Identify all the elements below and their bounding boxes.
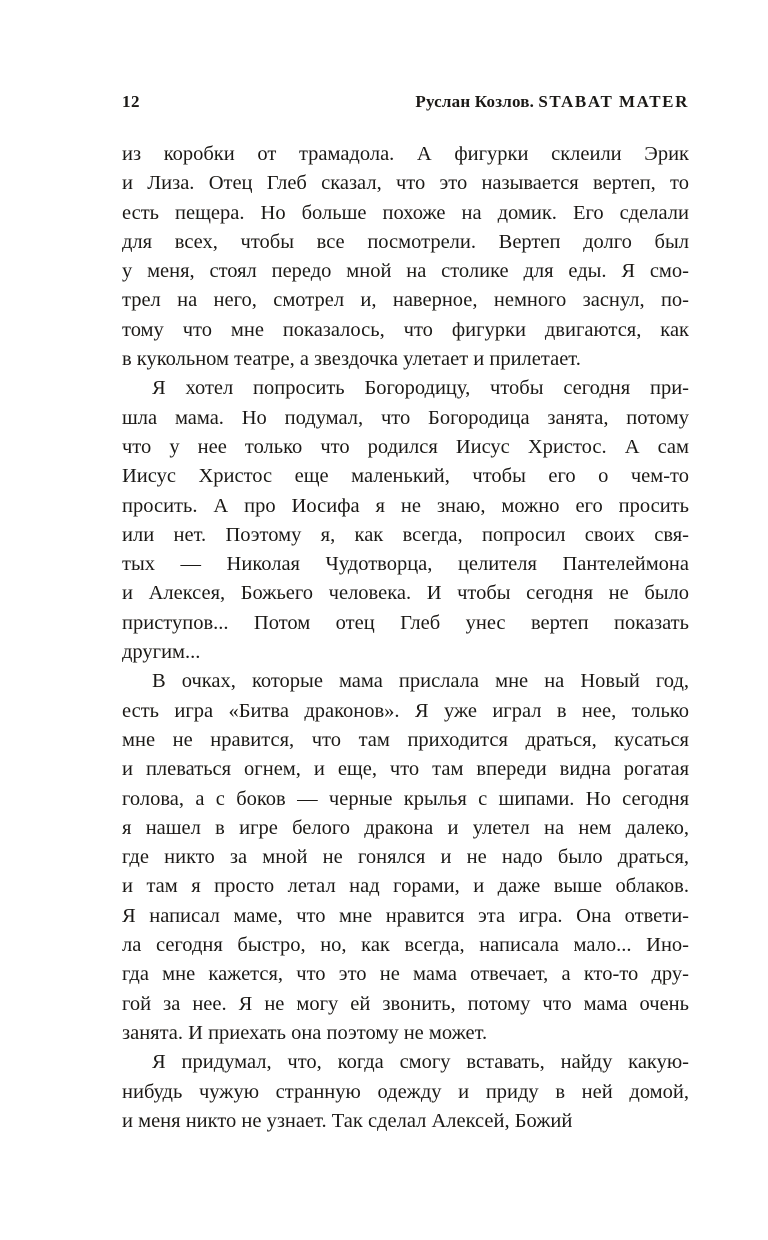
book-title: STABAT MATER bbox=[538, 92, 689, 111]
text-line: и Лиза. Отец Глеб сказал, что это называется вертеп, то bbox=[122, 172, 689, 195]
text-line: просить. А про Иосифа я не знаю, можно его просить bbox=[122, 494, 689, 517]
text-line: и плеваться огнем, и еще, что там впереди видна рогатая bbox=[122, 758, 689, 781]
text-line: гой за нее. Я не могу ей звонить, потому что мама очень bbox=[122, 992, 689, 1015]
text-line: шла мама. Но подумал, что Богородица занята, потому bbox=[122, 406, 689, 429]
text-line: другим... bbox=[122, 641, 201, 664]
text-line: голова, а с боков — черные крылья с шипами. Но сегодня bbox=[122, 787, 689, 810]
page-number: 12 bbox=[122, 92, 140, 111]
text-line: Я хотел попросить Богородицу, чтобы сегодня при- bbox=[152, 377, 689, 400]
paragraph bbox=[122, 374, 689, 667]
author-name: Руслан Козлов. bbox=[415, 92, 535, 111]
text-line: из коробки от трамадола. А фигурки склеили Эрик bbox=[122, 143, 689, 165]
text-line: гда мне кажется, что это не мама отвечает, а кто-то дру- bbox=[122, 963, 689, 986]
text-line: и меня никто не узнает. Так сделал Алексей, Божий bbox=[122, 1109, 573, 1132]
text-line: где никто за мной не гонялся и не надо было драться, bbox=[122, 846, 689, 869]
paragraph bbox=[122, 667, 689, 1048]
text-line: для всех, чтобы все посмотрели. Вертеп долго был bbox=[122, 230, 689, 253]
text-line: приступов... Потом отец Глеб унес вертеп показать bbox=[122, 611, 689, 634]
text-line: у меня, стоял передо мной на столике для еды. Я смо- bbox=[122, 260, 689, 283]
text-line: В очках, которые мама прислала мне на Новый год, bbox=[152, 670, 689, 693]
text-line: и там я просто летал над горами, и даже выше облаков. bbox=[122, 875, 689, 898]
text-line: я нашел в игре белого дракона и улетел на нем далеко, bbox=[122, 816, 689, 839]
text-line: и Алексея, Божьего человека. И чтобы сегодня не было bbox=[122, 582, 689, 605]
text-line: нибудь чужую странную одежду и приду в ней домой, bbox=[122, 1080, 689, 1103]
text-line: занята. И приехать она поэтому не может. bbox=[122, 1021, 488, 1044]
text-line: тых — Николая Чудотворца, целителя Пантелеймона bbox=[122, 553, 689, 576]
text-line: ла сегодня быстро, но, как всегда, написала мало... Ино- bbox=[122, 934, 689, 957]
text-line: в кукольном театре, а звездочка улетает и прилетает. bbox=[122, 348, 581, 371]
text-line: есть пещера. Но больше похоже на домик. Его сделали bbox=[122, 201, 689, 224]
text-line: мне не нравится, что там приходится драться, кусаться bbox=[122, 728, 689, 751]
text-line: тому что мне показалось, что фигурки двигаются, как bbox=[122, 318, 689, 341]
text-line: Я придумал, что, когда смогу вставать, найду какую- bbox=[152, 1051, 689, 1074]
text-line: трел на него, смотрел и, наверное, немного заснул, по- bbox=[122, 289, 689, 312]
paragraph bbox=[122, 1048, 689, 1136]
body-text bbox=[122, 140, 689, 1136]
running-title bbox=[415, 92, 689, 111]
running-header bbox=[122, 92, 689, 111]
text-line: Иисус Христос еще маленький, чтобы его о чем-то bbox=[122, 465, 689, 488]
text-line: есть игра «Битва драконов». Я уже играл в нее, только bbox=[122, 699, 689, 722]
text-line: Я написал маме, что мне нравится эта игра. Она ответи- bbox=[122, 904, 689, 927]
paragraph bbox=[122, 140, 689, 374]
text-line: или нет. Поэтому я, как всегда, попросил своих свя- bbox=[122, 523, 689, 546]
text-line: что у нее только что родился Иисус Христос. А сам bbox=[122, 435, 689, 458]
